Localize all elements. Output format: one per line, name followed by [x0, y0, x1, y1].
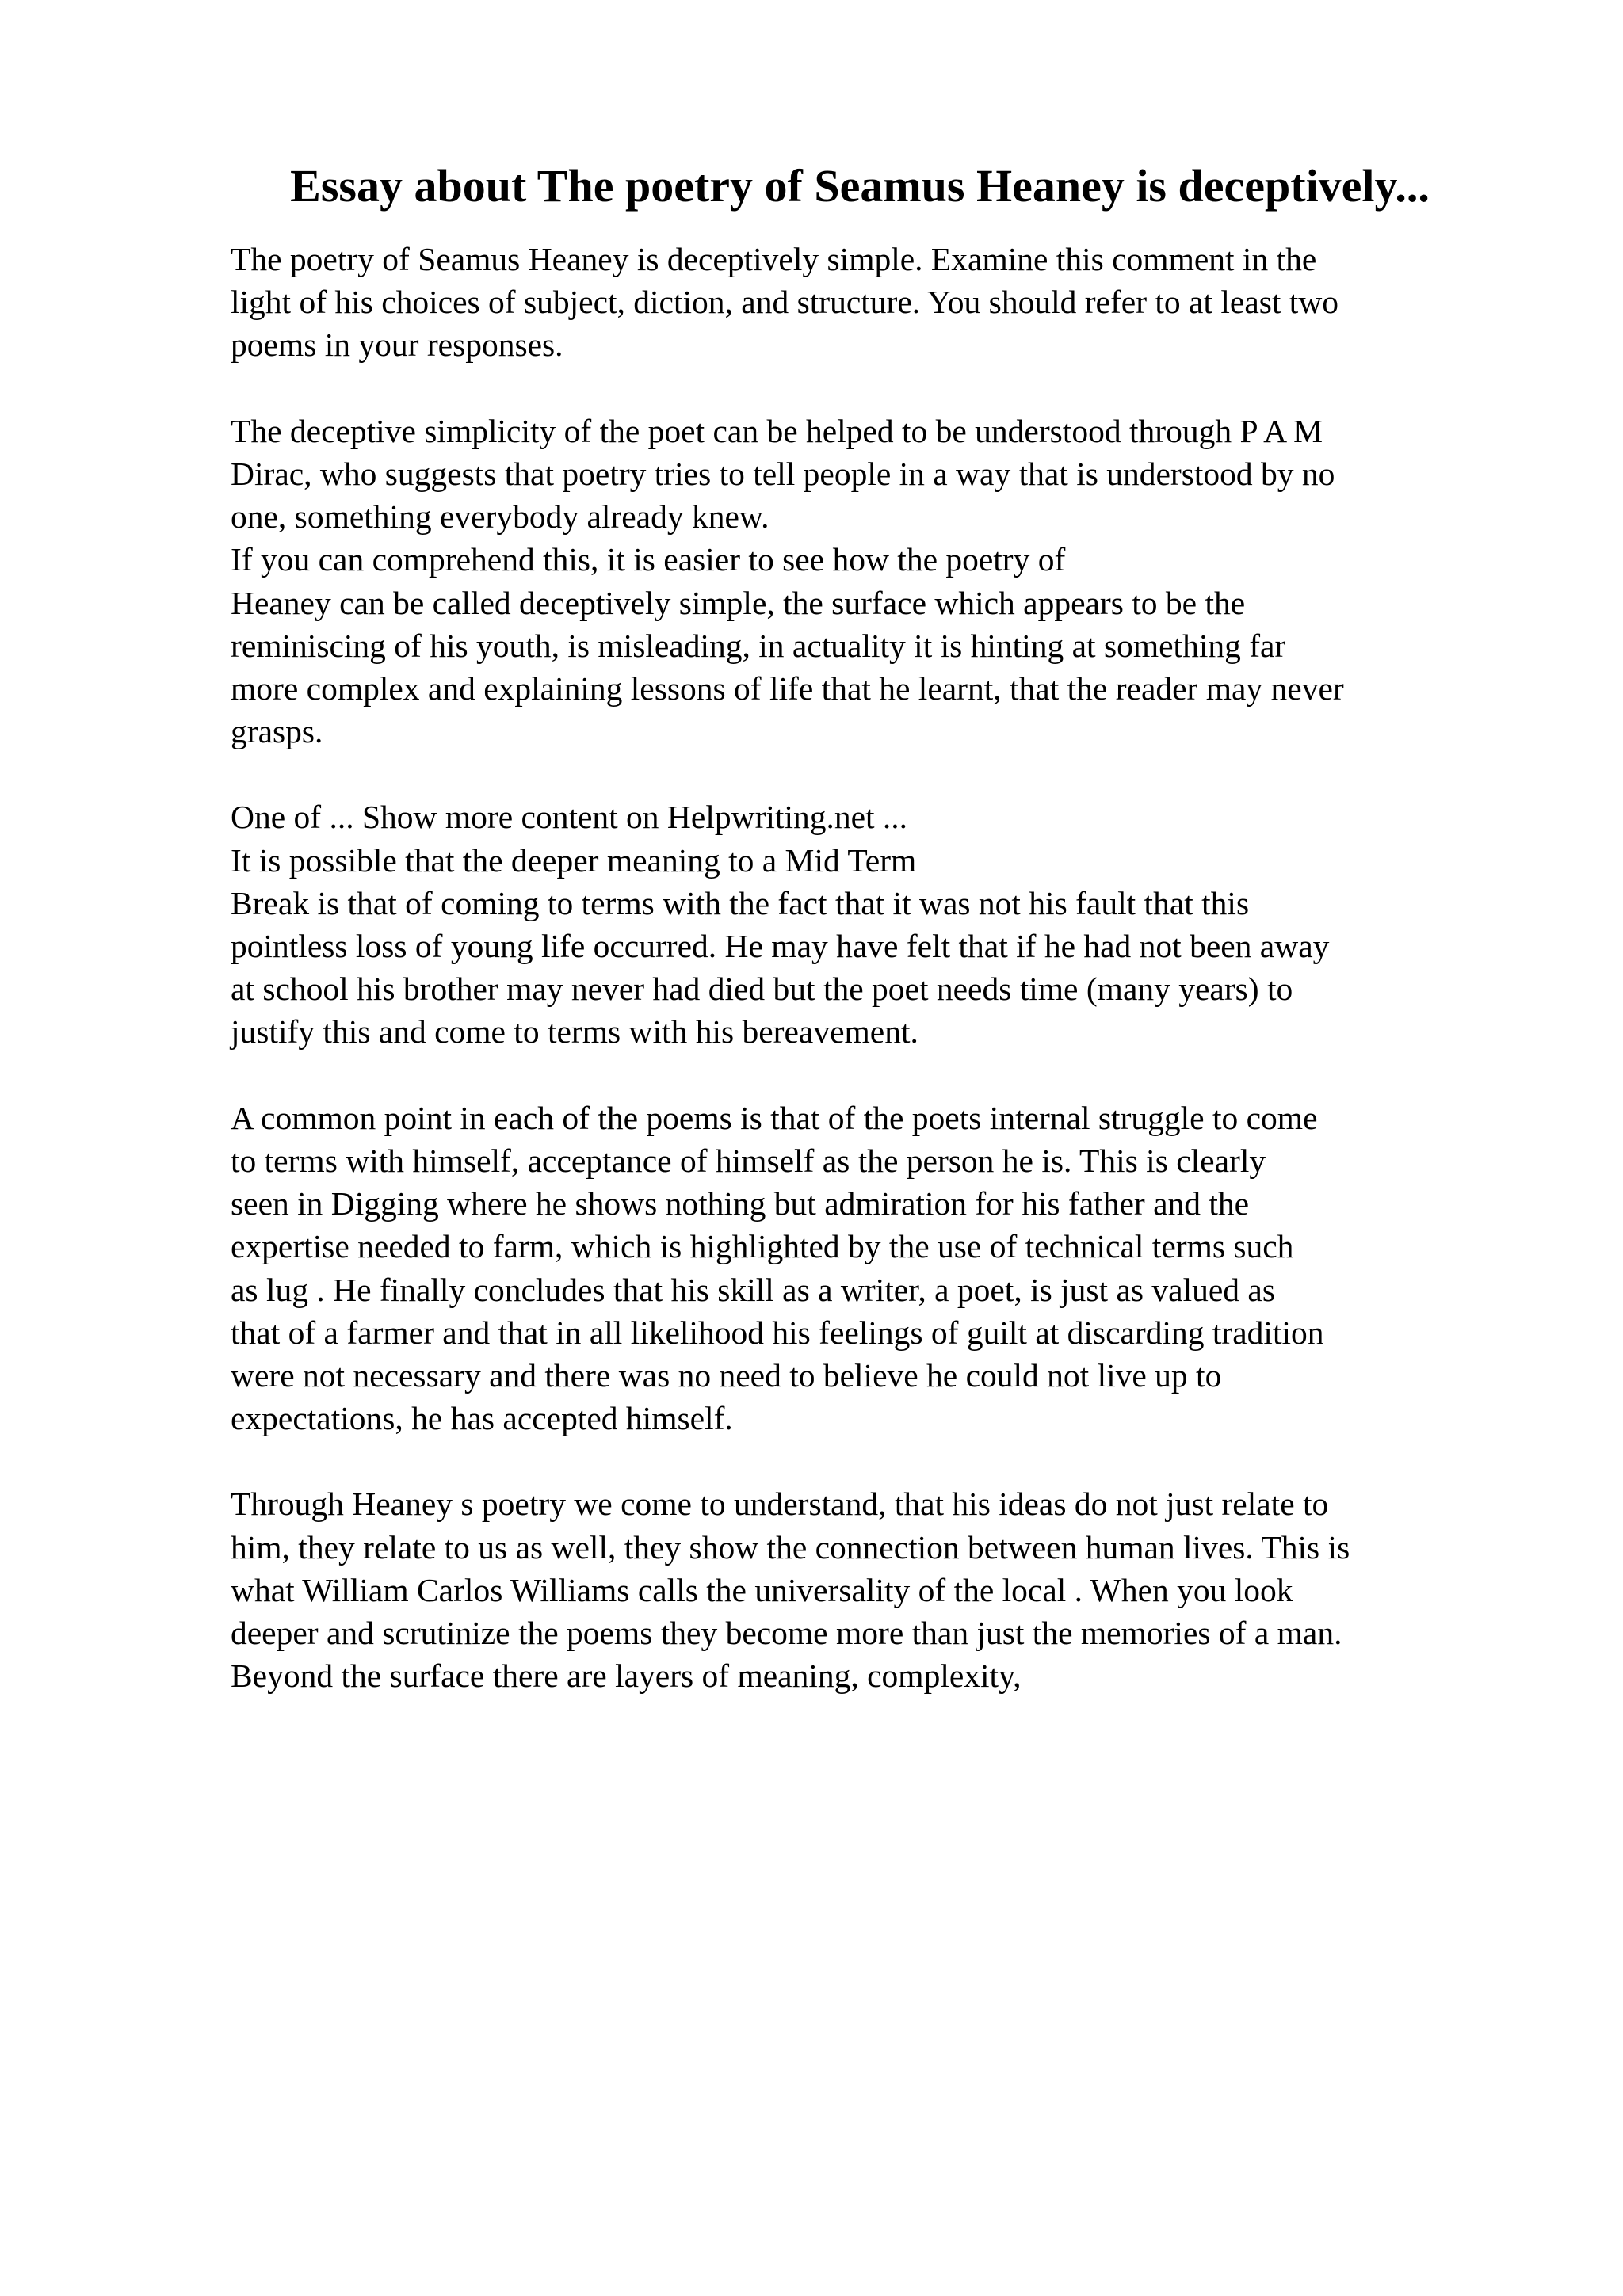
- text-line: Dirac, who suggests that poetry tries to tell people in a way that is understood by no: [231, 455, 1335, 492]
- text-line: were not necessary and there was no need to believe he could not live up to: [231, 1356, 1222, 1394]
- text-line: If you can comprehend this, it is easier to see how the poetry of: [231, 541, 1066, 578]
- text-line: that of a farmer and that in all likelihood his feelings of guilt at discarding tradition: [231, 1314, 1324, 1351]
- text-line: Beyond the surface there are layers of meaning, complexity,: [231, 1657, 1022, 1695]
- text-line: what William Carlos Williams calls the universality of the local . When you look: [231, 1571, 1293, 1608]
- text-line: him, they relate to us as well, they show the connection between human lives. This is: [231, 1528, 1350, 1566]
- paragraph: [231, 410, 1610, 753]
- text-line: A common point in each of the poems is that of the poets internal struggle to come: [231, 1099, 1318, 1136]
- paragraph: [231, 1097, 1610, 1440]
- text-line: Heaney can be called deceptively simple, the surface which appears to be the: [231, 584, 1246, 621]
- text-line: justify this and come to terms with his bereavement.: [231, 1013, 918, 1051]
- text-line: Through Heaney s poetry we come to understand, that his ideas do not just relate to: [231, 1486, 1329, 1523]
- text-line: pointless loss of young life occurred. He may have felt that if he had not been away: [231, 928, 1330, 964]
- text-line: to terms with himself, acceptance of himself as the person he is. This is clearly: [231, 1142, 1266, 1179]
- text-line: One of ... Show more content on Helpwriting.net ...: [231, 799, 908, 836]
- text-line: deeper and scrutinize the poems they become more than just the memories of a man.: [231, 1615, 1342, 1651]
- text-line: at school his brother may never had died but the poet needs time (many years) to: [231, 971, 1293, 1008]
- text-line: Break is that of coming to terms with the fact that it was not his fault that this: [231, 884, 1250, 921]
- paragraph: [231, 795, 1610, 1053]
- text-line: expertise needed to farm, which is highlighted by the use of technical terms such: [231, 1228, 1294, 1265]
- paragraph-gap: [231, 1054, 1610, 1097]
- paragraph: [231, 238, 1610, 367]
- paragraph-gap: [231, 367, 1610, 410]
- text-line: The deceptive simplicity of the poet can be helped to be understood through P A M: [231, 412, 1323, 449]
- essay-body: [231, 238, 1610, 1697]
- essay-title: Essay about The poetry of Seamus Heaney is deceptively...: [290, 160, 1430, 212]
- text-line: grasps.: [231, 713, 323, 750]
- text-line: more complex and explaining lessons of life that he learnt, that the reader may never: [231, 669, 1344, 707]
- text-line: light of his choices of subject, diction, and structure. You should refer to at least two: [231, 284, 1339, 321]
- text-line: poems in your responses.: [231, 326, 563, 364]
- paragraph: [231, 1482, 1610, 1697]
- paragraph-gap: [231, 1440, 1610, 1482]
- text-line: one, something everybody already knew.: [231, 498, 769, 536]
- text-line: seen in Digging where he shows nothing but admiration for his father and the: [231, 1185, 1250, 1222]
- text-line: It is possible that the deeper meaning to a Mid Term: [231, 841, 917, 879]
- text-line: The poetry of Seamus Heaney is deceptively simple. Examine this comment in the: [231, 241, 1317, 277]
- text-line: expectations, he has accepted himself.: [231, 1400, 733, 1437]
- text-line: reminiscing of his youth, is misleading, in actuality it is hinting at something far: [231, 627, 1286, 664]
- paragraph-gap: [231, 753, 1610, 795]
- text-line: as lug . He finally concludes that his skill as a writer, a poet, is just as valued as: [231, 1271, 1275, 1308]
